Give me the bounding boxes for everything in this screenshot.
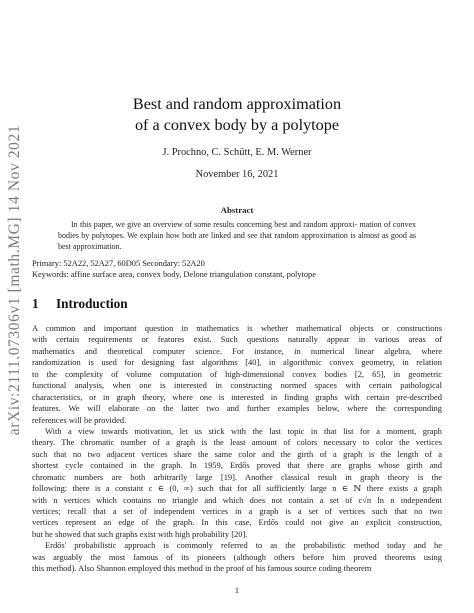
title-line: Best and random approximation (132, 95, 342, 113)
abstract-body (58, 219, 416, 252)
authors: J. Prochno, C. Schütt, E. M. Werner (162, 147, 312, 158)
body-line: functional analysis, when one is interested in constructing normed spaces with certain pathological (32, 380, 442, 391)
body-line: but he showed that such graphs exist with high probability [20]. (32, 528, 248, 539)
body-line: was arguably the most famous of its pioneers (although others before him proved theorems using (32, 551, 442, 562)
section-title: Introduction (56, 296, 128, 311)
body-line: vertices represent an edge of the graph. In this case, Erdős could not give an explicit construction, (32, 517, 442, 528)
body-line: following: there is a constant c ∈ (0, ∞) such that for all sufficiently large n ∈ ℕ there exists a graph (32, 483, 442, 494)
body-line: to the complexity of volume computation of high-dimensional convex bodies [2, 65], in geometric (32, 368, 442, 379)
abstract-heading: Abstract (220, 205, 254, 215)
page-number: 1 (234, 586, 240, 595)
body-line: theory. The chromatic number of a graph is the least amount of colors necessary to color the vertices (32, 437, 442, 448)
arxiv-stamp (4, 115, 26, 445)
body-line: mathematics and theoretical computer science. For instance, in numerical linear algebra, where (32, 345, 442, 356)
section-number: 1 (32, 296, 39, 311)
body-line: Erdős' probabilistic approach is commonly referred to as the probabilistic method today and he (45, 540, 442, 551)
body-line: with n vertices which contains no triangle and which does not contain a set of c√n ln n independent (32, 494, 442, 505)
paper-page (32, 0, 442, 613)
body-line: With a view towards motivation, let us stick with the last topic in that list for a moment, graph (45, 425, 442, 436)
arxiv-stamp-text: arXiv:2111.07306v1 [math.MG] 14 Nov 2021 (6, 124, 23, 436)
body-line: characteristics, or in graph theory, where one is interested in finding graphs with certain pre-described (32, 391, 442, 402)
body-line: with certain requirements or features exist. Such questions naturally appear in various areas of (32, 334, 442, 345)
body-line: randomization is used for designing fast algorithms [40], in algorithmic convex geometry, in relation (32, 357, 442, 368)
body-line: vertices; recall that a set of independent vertices in a graph is a set of vertices such that no two (32, 506, 442, 516)
body-line: shortest cycle contained in the graph. In 1959, Erdős proved that there are graphs whose girth and (32, 460, 442, 471)
paper-title (32, 94, 442, 136)
keywords: Keywords: affine surface area, convex body, Delone triangulation constant, polytope (32, 270, 316, 279)
abstract-text: In this paper, we give an overview of some results concerning best and random approxi- mation of convex bodies by polytopes. We explain how both are linked and see that random approximation is almost as good as best approximation. (58, 220, 417, 251)
body-text (32, 323, 442, 575)
title-line: of a convex body by a polytope (134, 116, 340, 134)
body-line: features. We will elaborate on the latter two and further examples below, where the corresponding (32, 403, 442, 414)
body-line: A common and important question in mathematics is whether mathematical objects or constructions (32, 323, 442, 333)
msc-primary: Primary: 52A22, 52A27, 60D05 Secondary: 52A20 (32, 259, 205, 268)
body-line: this method). Also Shannon employed this method in the proof of his famous source coding theorem (32, 563, 372, 574)
date: November 16, 2021 (195, 169, 279, 180)
body-line: references will be provided. (32, 414, 127, 425)
body-line: chromatic numbers are both arbitrarily large [19]. Another classical result in graph theory is the (32, 471, 442, 482)
body-line: such that no two adjacent vertices share the same color and the girth of a graph is the length of a (32, 448, 442, 459)
section-heading (32, 296, 128, 312)
classification (32, 258, 442, 280)
